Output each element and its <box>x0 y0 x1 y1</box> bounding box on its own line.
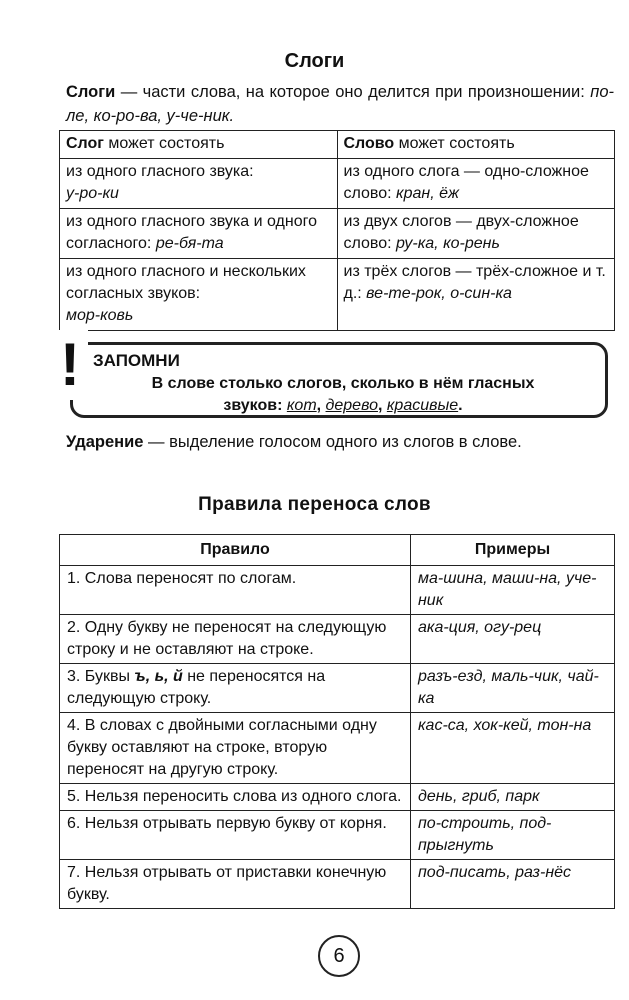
word-cell <box>337 209 615 259</box>
stress-text: — выделение голосом одного из слогов в слове. <box>143 433 522 451</box>
examples-cell: ака-ция, огу-рец <box>411 615 615 664</box>
exclamation-icon: ! <box>52 330 88 400</box>
rules-table <box>59 534 615 909</box>
word-cell <box>337 259 615 331</box>
definition-text: — части слова, на которое оно делится при произношении: <box>115 83 591 101</box>
remember-rule: В слове столько слогов, сколько в нём гласных звуков: <box>151 375 535 414</box>
stress-term: Ударение <box>66 433 144 451</box>
syllable-cell <box>60 209 338 259</box>
header-syllable-rest: может состоять <box>103 135 225 152</box>
cell-text: из одного гласного и нескольких согласных звуков: <box>66 263 306 302</box>
header-word <box>337 131 615 159</box>
table-row <box>60 860 615 909</box>
table-row <box>60 784 615 811</box>
table-row <box>60 209 615 259</box>
section-title: Правила переноса слов <box>198 494 431 515</box>
rule-cell: 1. Слова переносят по слогам. <box>60 566 411 615</box>
remember-title: ЗАПОМНИ <box>93 351 180 370</box>
table-row <box>60 259 615 331</box>
syllables-definition <box>66 80 614 128</box>
remember-text <box>143 373 543 417</box>
remember-separator: , <box>316 397 326 414</box>
cell-example: ве-те-рок, о-син-ка <box>366 285 512 302</box>
cell-text: из одного слога — одно-сложное слово: <box>343 163 589 202</box>
table-row <box>60 566 615 615</box>
cell-text: из двух слогов — двух-сложное слово: <box>343 213 579 252</box>
rule-cell: 5. Нельзя переносить слова из одного слога. <box>60 784 411 811</box>
cell-example: мор-ковь <box>66 307 134 324</box>
definition-term: Слоги <box>66 83 116 101</box>
word-cell <box>337 159 615 209</box>
rule-letters: ъ, ь, й <box>134 668 183 685</box>
definition-examples: по-ле, ко-ро-ва, у-че-ник. <box>66 83 614 125</box>
remember-example: дерево <box>325 397 378 414</box>
header-word-rest: может состоять <box>394 135 515 152</box>
syllable-table <box>59 130 615 331</box>
cell-example: ру-ка, ко-рень <box>396 235 500 252</box>
examples-cell: кас-са, хок-кей, тон-на <box>411 713 615 784</box>
cell-text: из одного гласного звука и одного согласного: <box>66 213 318 252</box>
rule-cell: 6. Нельзя отрывать первую букву от корня. <box>60 811 411 860</box>
remember-end: . <box>458 397 463 414</box>
rule-cell: 7. Нельзя отрывать от приставки конечную букву. <box>60 860 411 909</box>
col-examples-header: Примеры <box>411 535 615 566</box>
rule-cell: 4. В словах с двойными согласными одну букву оставляют на строке, вторую переносят на другую строку. <box>60 713 411 784</box>
table-row <box>60 811 615 860</box>
rule-text: не переносятся на следующую строку. <box>67 668 326 707</box>
col-rule-header: Правило <box>60 535 411 566</box>
cell-example: ре-бя-та <box>155 235 224 252</box>
table-row <box>60 713 615 784</box>
examples-cell: по-строить, под-прыгнуть <box>411 811 615 860</box>
rule-cell: 2. Одну букву не переносят на следующую строку и не оставляют на строке. <box>60 615 411 664</box>
syllable-cell <box>60 259 338 331</box>
table-row <box>60 664 615 713</box>
table-header-row <box>60 535 615 566</box>
cell-text: из одного гласного звука: <box>66 163 254 180</box>
remember-example: кот <box>286 397 317 414</box>
table-row <box>60 615 615 664</box>
remember-example: красивые <box>386 397 459 414</box>
header-syllable-term: Слог <box>66 135 104 152</box>
table-header-row <box>60 131 615 159</box>
rule-text: 3. Буквы <box>67 668 135 685</box>
page-title: Слоги <box>284 50 345 72</box>
table-row <box>60 159 615 209</box>
page-number: 6 <box>318 935 360 977</box>
examples-cell: день, гриб, парк <box>411 784 615 811</box>
cell-text: из трёх слогов — трёх-сложное и т. д.: <box>343 263 606 302</box>
remember-box <box>70 342 608 418</box>
examples-cell: разъ-езд, маль-чик, чай-ка <box>411 664 615 713</box>
rule-cell <box>60 664 411 713</box>
header-word-term: Слово <box>343 135 395 152</box>
cell-example: у-ро-ки <box>66 185 119 202</box>
examples-cell: под-писать, раз-нёс <box>411 860 615 909</box>
examples-cell: ма-шина, маши-на, уче-ник <box>411 566 615 615</box>
remember-separator: , <box>377 397 387 414</box>
header-syllable <box>60 131 338 159</box>
syllable-cell <box>60 159 338 209</box>
cell-example: кран, ёж <box>396 185 459 202</box>
stress-definition <box>66 430 614 454</box>
